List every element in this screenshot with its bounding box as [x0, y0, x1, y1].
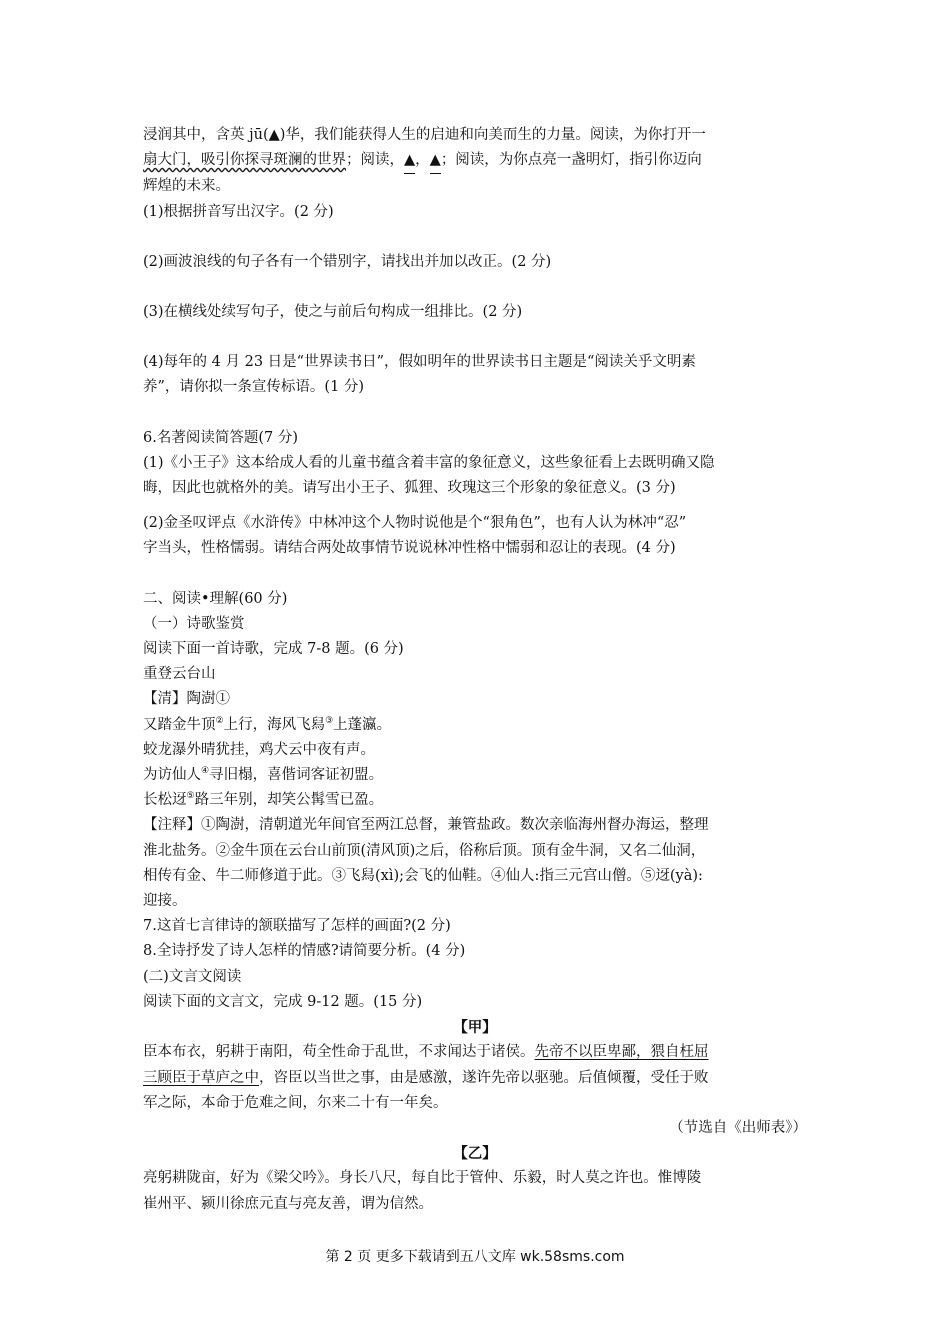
passage-source: （节选自《出师表》） — [669, 1119, 807, 1136]
text: 浸润其中，含英 jū( — [143, 127, 269, 143]
fill-blank-1 — [404, 148, 415, 174]
text: )华，我们能获得人生的启迪和向美而生的力量。阅读，为你打开一 — [279, 127, 706, 143]
part-2-title: (二)文言文阅读 — [143, 968, 242, 985]
text: ；阅读，为你点亮一盏明灯，指引你迈向 — [440, 152, 702, 169]
jia-line-3: 军之际，本命于危难之间，尔来二十有一年矣。 — [143, 1094, 448, 1111]
q5-line-3: 辉煌的未来。 — [143, 178, 230, 195]
poem-author: 【清】陶澍① — [143, 691, 230, 708]
note-mark: ② — [215, 715, 224, 726]
q6-s1b: 晦，因此也就格外的美。请写出小王子、狐狸、玫瑰这三个形象的象征意义。(3 分) — [143, 480, 676, 497]
fill-blank-2 — [430, 148, 441, 174]
poem-line-3 — [143, 763, 807, 788]
question-8: 8.全诗抒发了诗人怎样的情感?请简要分析。(4 分) — [143, 943, 466, 960]
text: 寻旧榻，喜偕词客证初盟。 — [209, 767, 384, 784]
triangle-icon: ▲ — [404, 152, 416, 169]
passage-yi-title: 【乙】 — [453, 1145, 497, 1163]
poem-line-4 — [143, 788, 807, 813]
yi-line-1: 亮躬耕陇亩，好为《梁父吟》。身长八尺，每自比于管仲、乐毅，时人莫之许也。惟博陵 — [143, 1170, 702, 1187]
classical-intro: 阅读下面的文言文，完成 9-12 题。(15 分) — [143, 993, 423, 1010]
q5-line-1 — [143, 122, 807, 148]
underlined-sentence: 先帝不以臣卑鄙，猥自枉屈 — [534, 1044, 709, 1061]
page-footer: 第 2 页 更多下载请到五八文库 wk.58sms.com — [325, 1249, 625, 1265]
passage-jia-title: 【甲】 — [453, 1019, 497, 1037]
text: 长松迓 — [143, 792, 187, 809]
text: ，咨臣以当世之事，由是感激，遂许先帝以驱驰。后值倾覆，受任于败 — [259, 1069, 709, 1086]
q5-line-2: 扇大门，吸引你探寻斑澜的世界；阅读，▲，▲；阅读，为你点亮一盏明灯，指引你迈向 — [143, 148, 807, 174]
triangle-icon: ▲ — [268, 126, 280, 143]
text: 臣本布衣，躬耕于南阳，苟全性命于乱世，不求闻达于诸侯。 — [143, 1044, 535, 1061]
note-line-1: 【注释】①陶澍，清朝道光年间官至两江总督，兼管盐政。数次亲临海州督办海运，整理 — [143, 817, 709, 834]
text: 为访仙人 — [143, 767, 201, 784]
q6-s2b: 字当头，性格懦弱。请结合两处故事情节说说林冲性格中懦弱和忍让的表现。(4 分) — [143, 540, 676, 557]
yi-line-2: 崔州平、颍川徐庶元直与亮友善，谓为信然。 — [143, 1195, 433, 1212]
poem-intro: 阅读下面一首诗歌，完成 7-8 题。(6 分) — [143, 641, 404, 658]
q5-sub-2: (2)画波浪线的句子各有一个错别字，请找出并加以改正。(2 分) — [143, 253, 552, 270]
part-1-title: （一）诗歌鉴赏 — [143, 615, 245, 632]
poem-line-2: 蛟龙瀑外晴犹挂，鸡犬云中夜有声。 — [143, 741, 375, 758]
text: 又踏金牛顶 — [143, 716, 216, 733]
poem-title: 重登云台山 — [143, 666, 216, 683]
q5-sub-4a: (4)每年的 4 月 23 日是“世界读书日”，假如明年的世界读书日主题是“阅读关乎文明素 — [143, 354, 696, 371]
document-page — [143, 122, 807, 1217]
jia-line-1 — [143, 1040, 807, 1065]
section-2-title: 二、阅读•理解(60 分) — [143, 590, 288, 607]
q5-sub-1: (1)根据拼音写出汉字。(2 分) — [143, 203, 334, 220]
note-line-3: 相传有金、牛二师修道于此。③飞舄(xì);会飞的仙鞋。④仙人:指三元宫山僧。⑤迓(yà): — [143, 867, 703, 884]
note-mark: ④ — [201, 766, 210, 777]
q6-title: 6.名著阅读简答题(7 分) — [143, 429, 298, 446]
question-7: 7.这首七言律诗的颔联描写了怎样的画面?(2 分) — [143, 918, 451, 935]
wavy-sentence: 扇大门，吸引你探寻斑澜的世界 — [143, 152, 346, 169]
q6-s2a: (2)金圣叹评点《水浒传》中林冲这个人物时说他是个“狠角色”，也有人认为林冲“忍” — [143, 515, 687, 532]
note-mark: ⑤ — [186, 791, 195, 802]
q6-s1a: (1)《小王子》这本给成人看的儿童书蕴含着丰富的象征意义，这些象征看上去既明确又隐 — [143, 454, 715, 471]
q5-sub-3: (3)在横线处续写句子，使之与前后句构成一组排比。(2 分) — [143, 304, 523, 321]
text: 路三年别，却笑公髯雪已盈。 — [194, 792, 384, 809]
underlined-sentence: 三顾臣于草庐之中 — [143, 1069, 259, 1086]
note-mark: ③ — [325, 715, 334, 726]
text: 上蓬瀛。 — [333, 716, 392, 733]
note-line-2: 淮北盐务。②金牛顶在云台山前顶(清风顶)之后，俗称后顶。顶有金牛洞，又名二仙洞， — [143, 842, 706, 859]
poem-line-1 — [143, 713, 807, 738]
jia-line-2 — [143, 1066, 807, 1091]
note-line-4: 迎接。 — [143, 893, 187, 910]
triangle-icon: ▲ — [429, 152, 441, 169]
q5-sub-4b: 养”，请你拟一条宣传标语。(1 分) — [143, 379, 365, 396]
text: 上行，海风飞舄 — [223, 716, 326, 733]
text: ；阅读， — [346, 152, 404, 169]
